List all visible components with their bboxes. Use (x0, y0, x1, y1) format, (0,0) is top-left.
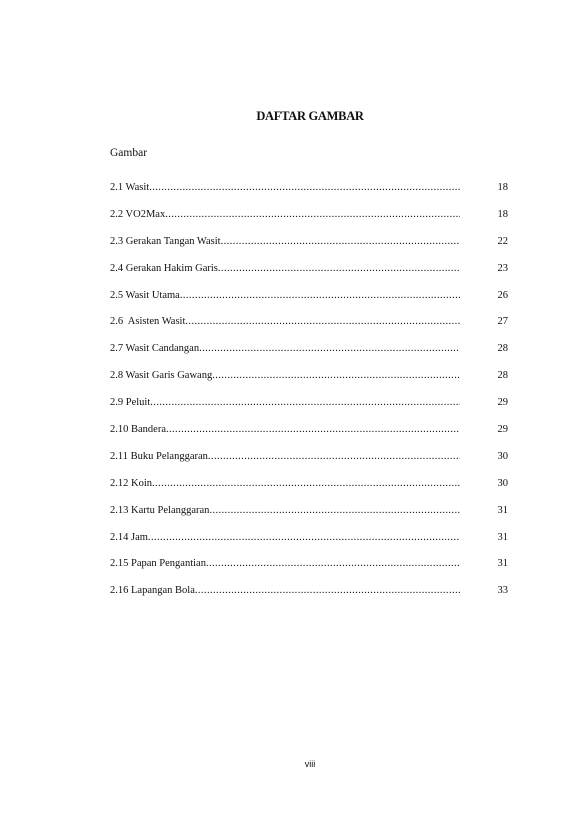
list-item-label: 2.4 Gerakan Hakim Garis (110, 262, 218, 274)
list-item (110, 584, 508, 611)
dot-leader (185, 315, 460, 329)
list-item-label: 2.2 VO2Max (110, 208, 166, 220)
dot-leader (148, 531, 460, 545)
dot-leader (218, 262, 460, 276)
list-item-label: 2.10 Bandera (110, 424, 166, 436)
list-item (110, 315, 508, 342)
list-subheading: Gambar (110, 147, 148, 159)
list-item-label: 2.16 Lapangan Bola (110, 585, 195, 597)
list-item-page: 31 (497, 504, 508, 516)
list-item-page: 31 (497, 558, 508, 570)
dot-leader (195, 584, 460, 598)
dot-leader (212, 369, 460, 383)
list-item (110, 181, 508, 208)
list-item-label: 2.5 Wasit Utama (110, 289, 180, 301)
list-item (110, 557, 508, 584)
dot-leader (165, 208, 460, 222)
dot-leader (149, 181, 460, 195)
dot-leader (209, 504, 460, 518)
list-item-page: 33 (497, 585, 508, 597)
dot-leader (180, 289, 460, 303)
list-item (110, 450, 508, 477)
list-item-label: 2.14 Jam (110, 531, 148, 543)
list-item (110, 504, 508, 531)
list-item-page: 28 (497, 343, 508, 355)
list-item (110, 531, 508, 558)
list-item-label: 2.3 Gerakan Tangan Wasit (110, 235, 221, 247)
list-item (110, 396, 508, 423)
list-item (110, 289, 508, 316)
list-item (110, 208, 508, 235)
dot-leader (152, 477, 460, 491)
figure-list (110, 181, 508, 611)
list-item-page: 26 (497, 289, 508, 301)
dot-leader (166, 423, 460, 437)
list-item (110, 235, 508, 262)
list-item-label: 2.9 Peluit (110, 397, 151, 409)
list-item-label: 2.12 Koin (110, 477, 152, 489)
list-item (110, 262, 508, 289)
list-item-page: 29 (497, 424, 508, 436)
list-item-page: 30 (497, 477, 508, 489)
list-item-label: 2.6 Asisten Wasit (110, 316, 186, 328)
list-item (110, 342, 508, 369)
list-item-page: 29 (497, 397, 508, 409)
list-item-label: 2.15 Papan Pengantian (110, 558, 206, 570)
list-item-page: 18 (497, 182, 508, 193)
list-item-page: 31 (497, 531, 508, 543)
dot-leader (206, 557, 460, 571)
dot-leader (199, 342, 460, 356)
list-item-page: 30 (497, 450, 508, 462)
page-number: viii (304, 759, 316, 769)
list-item-label: 2.13 Kartu Pelanggaran (110, 504, 210, 516)
list-item (110, 477, 508, 504)
dot-leader (221, 235, 460, 249)
dot-leader (150, 396, 460, 410)
list-item-page: 22 (497, 235, 508, 247)
list-item-label: 2.8 Wasit Garis Gawang (110, 370, 213, 382)
list-item-label: 2.7 Wasit Candangan (110, 343, 200, 355)
dot-leader (208, 450, 460, 464)
list-item-page: 18 (497, 208, 508, 220)
list-item-page: 23 (497, 262, 508, 274)
page-title: DAFTAR GAMBAR (256, 109, 364, 123)
list-item-label: 2.11 Buku Pelanggaran (110, 450, 208, 462)
list-item-page: 27 (497, 316, 508, 328)
list-item-label: 2.1 Wasit (110, 182, 150, 193)
list-item-page: 28 (497, 370, 508, 382)
list-item (110, 369, 508, 396)
list-item (110, 423, 508, 450)
